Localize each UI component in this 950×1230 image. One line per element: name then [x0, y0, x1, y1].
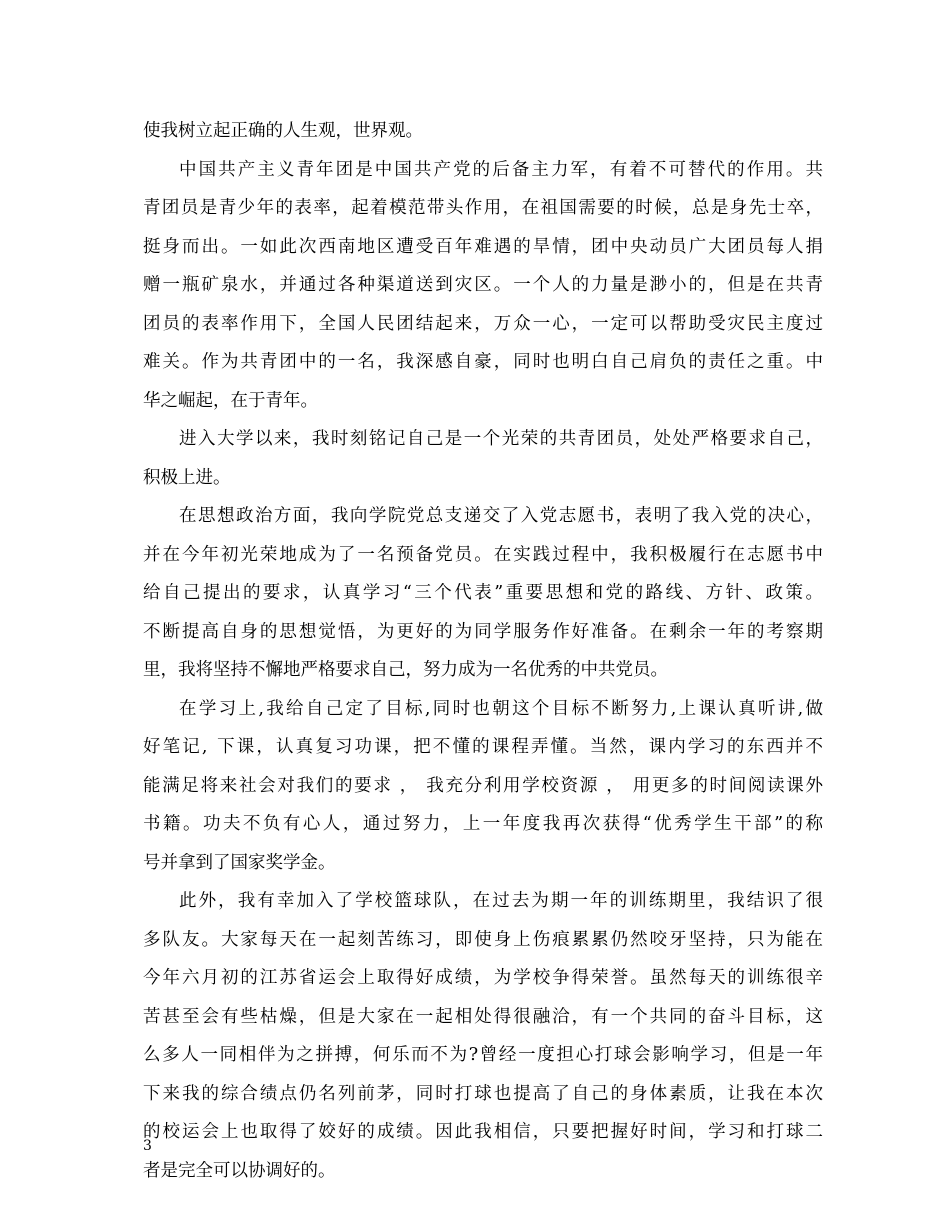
text-line: 积极上进。 [143, 467, 231, 488]
text-line: 此外，我有幸加入了学校篮球队，在过去为期一年的训练期里，我结识了很 [179, 891, 826, 911]
text-line: 书籍。功夫不负有心人，通过努力，上一年度我再次获得“优秀学生干部”的称 [143, 814, 826, 834]
text-line: 者是完全可以协调好的。 [143, 1160, 336, 1181]
body-text [143, 112, 826, 1190]
text-line: 团员的表率作用下，全国人民团结起来，万众一心，一定可以帮助受灾民主度过 [143, 313, 825, 334]
text-line: 给自己提出的要求，认真学习“三个代表”重要思想和党的路线、方针、政策。 [143, 583, 826, 603]
text-line: 的校运会上也取得了姣好的成绩。因此我相信，只要把握好时间，学习和打球二 [143, 1122, 825, 1142]
text-line: 中国共产主义青年团是中国共产党的后备主力军，有着不可替代的作用。共 [179, 159, 826, 180]
text-line: 青团员是青少年的表率，起着模范带头作用，在祖国需要的时候，总是身先士卒， [143, 198, 825, 218]
text-line: 里，我将坚持不懈地严格要求自己，努力成为一名优秀的中共党员。 [143, 660, 668, 680]
text-line: 今年六月初的江苏省运会上取得好成绩，为学校争得荣誉。虽然每天的训练很辛 [143, 968, 825, 988]
text-line: 么多人一同相伴为之拼搏，何乐而不为?曾经一度担心打球会影响学习，但是一年 [143, 1045, 825, 1065]
text-line: 好笔记, 下课，认真复习功课，把不懂的课程弄懂。当然，课内学习的东西并不 [143, 737, 826, 757]
text-line: 在学习上,我给自己定了目标,同时也朝这个目标不断努力,上课认真听讲,做 [179, 698, 826, 719]
page-number: 3 [143, 1138, 152, 1154]
text-line: 难关。作为共青团中的一名，我深感自豪，同时也明白自己肩负的责任之重。中 [143, 352, 825, 372]
text-line: 赠一瓶矿泉水，并通过各种渠道送到灾区。一个人的力量是渺小的，但是在共青 [143, 275, 825, 295]
text-line: 不断提高自身的思想觉悟，为更好的为同学服务作好准备。在剩余一年的考察期 [143, 621, 825, 642]
text-line: 多队友。大家每天在一起刻苦练习，即使身上伤痕累累仍然咬牙坚持，只为能在 [143, 929, 825, 950]
text-line: 能满足将来社会对我们的要求 ， 我充分利用学校资源 ， 用更多的时间阅读课外 [143, 775, 825, 796]
text-line: 号并拿到了国家奖学金。 [143, 852, 336, 873]
text-line: 使我树立起正确的人生观，世界观。 [143, 121, 423, 141]
text-line: 并在今年初光荣地成为了一名预备党员。在实践过程中，我积极履行在志愿书中 [143, 544, 825, 565]
text-line: 挺身而出。一如此次西南地区遭受百年难遇的旱情，团中央动员广大团员每人捐 [143, 236, 825, 257]
text-line: 进入大学以来，我时刻铭记自己是一个光荣的共青团员，处处严格要求自己， [179, 429, 825, 449]
text-line: 华之崛起，在于青年。 [143, 390, 318, 411]
text-line: 下来我的综合绩点仍名列前茅，同时打球也提高了自己的身体素质，让我在本次 [143, 1083, 825, 1104]
text-line: 在思想政治方面，我向学院党总支递交了入党志愿书，表明了我入党的决心， [179, 506, 825, 526]
text-line: 苦甚至会有些枯燥，但是大家在一起相处得很融洽，有一个共同的奋斗目标，这 [143, 1006, 825, 1027]
